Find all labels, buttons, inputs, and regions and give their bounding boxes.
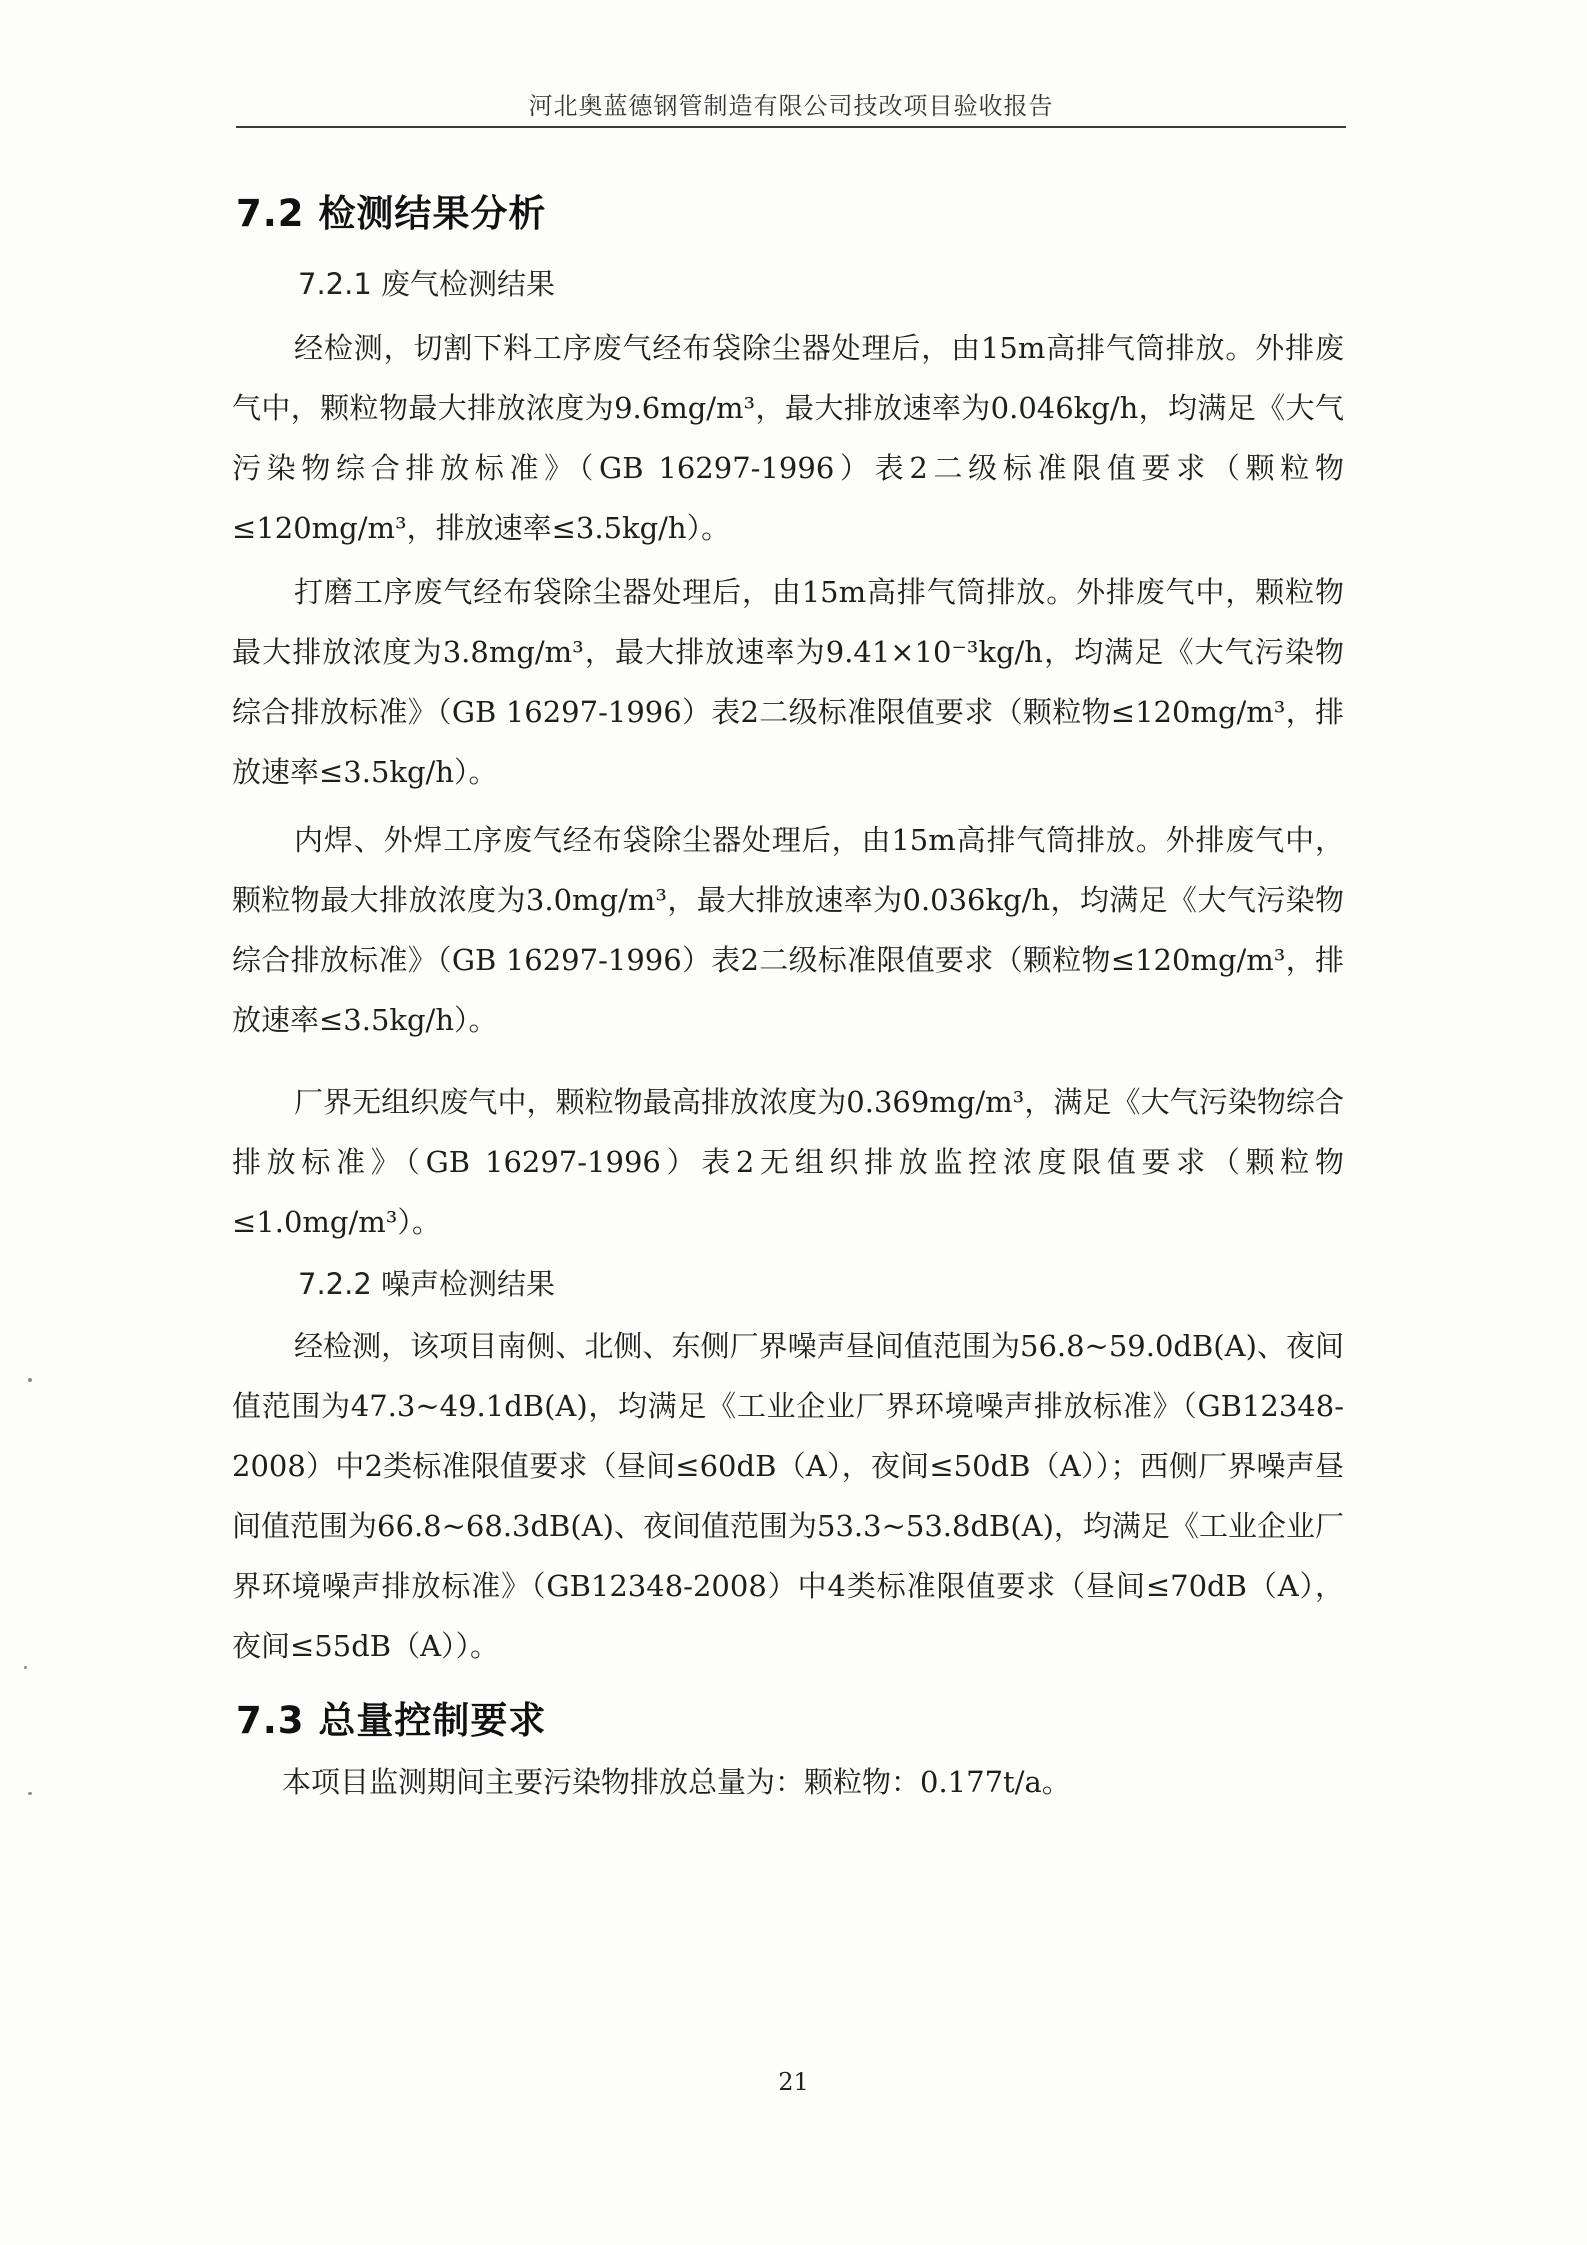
header-divider [236, 126, 1346, 128]
subsection-heading-7-2-1: 7.2.1 废气检测结果 [298, 267, 556, 301]
scan-speck [28, 1792, 32, 1795]
section-heading-7-2: 7.2 检测结果分析 [236, 192, 547, 235]
paragraph-grinding-exhaust: 打磨工序废气经布袋除尘器处理后，由15m高排气筒排放。外排废气中，颗粒物最大排放浓度为3.8mg/m³，最大排放速率为9.41×10⁻³kg/h，均满足《大气污染物综合排放标准》（GB 16297-1996）表2二级标准限值要求（颗粒物≤120mg/m³，排放速率≤3.5kg/h）。 [232, 575, 1344, 789]
paragraph-welding-exhaust: 内焊、外焊工序废气经布袋除尘器处理后，由15m高排气筒排放。外排废气中，颗粒物最大排放浓度为3.0mg/m³，最大排放速率为0.036kg/h，均满足《大气污染物综合排放标准》（GB 16297-1996）表2二级标准限值要求（颗粒物≤120mg/m³，排放速率≤3.5kg/h）。 [232, 823, 1344, 1037]
scan-speck [24, 1666, 27, 1669]
page-number: 21 [778, 2068, 809, 2096]
scan-speck [28, 1378, 32, 1382]
subsection-heading-7-2-2: 7.2.2 噪声检测结果 [298, 1267, 556, 1301]
section-heading-7-3: 7.3 总量控制要求 [236, 1699, 547, 1742]
paragraph-cutting-exhaust: 经检测，切割下料工序废气经布袋除尘器处理后，由15m高排气筒排放。外排废气中，颗粒物最大排放浓度为9.6mg/m³，最大排放速率为0.046kg/h，均满足《大气污染物综合排放标准》（GB 16297-1996）表2二级标准限值要求（颗粒物≤120mg/m³，排放速率≤3.5kg/h）。 [232, 331, 1344, 545]
running-header: 河北奥蓝德钢管制造有限公司技改项目验收报告 [528, 92, 1054, 120]
paragraph-fugitive-exhaust: 厂界无组织废气中，颗粒物最高排放浓度为0.369mg/m³，满足《大气污染物综合排放标准》（GB 16297-1996）表2无组织排放监控浓度限值要求（颗粒物≤1.0mg/m³）。 [232, 1085, 1344, 1239]
paragraph-noise-results: 经检测，该项目南侧、北侧、东侧厂界噪声昼间值范围为56.8~59.0dB(A)、夜间值范围为47.3~49.1dB(A)，均满足《工业企业厂界环境噪声排放标准》（GB12348-2008）中2类标准限值要求（昼间≤60dB（A），夜间≤50dB（A））；西侧厂界噪声昼间值范围为66.8~68.3dB(A)、夜间值范围为53.3~53.8dB(A)，均满足《工业企业厂界环境噪声排放标准》（GB12348-2008）中4类标准限值要求（昼间≤70dB（A），夜间≤55dB（A））。 [232, 1329, 1344, 1663]
paragraph-total-control: 本项目监测期间主要污染物排放总量为：颗粒物：0.177t/a。 [282, 1765, 1071, 1799]
